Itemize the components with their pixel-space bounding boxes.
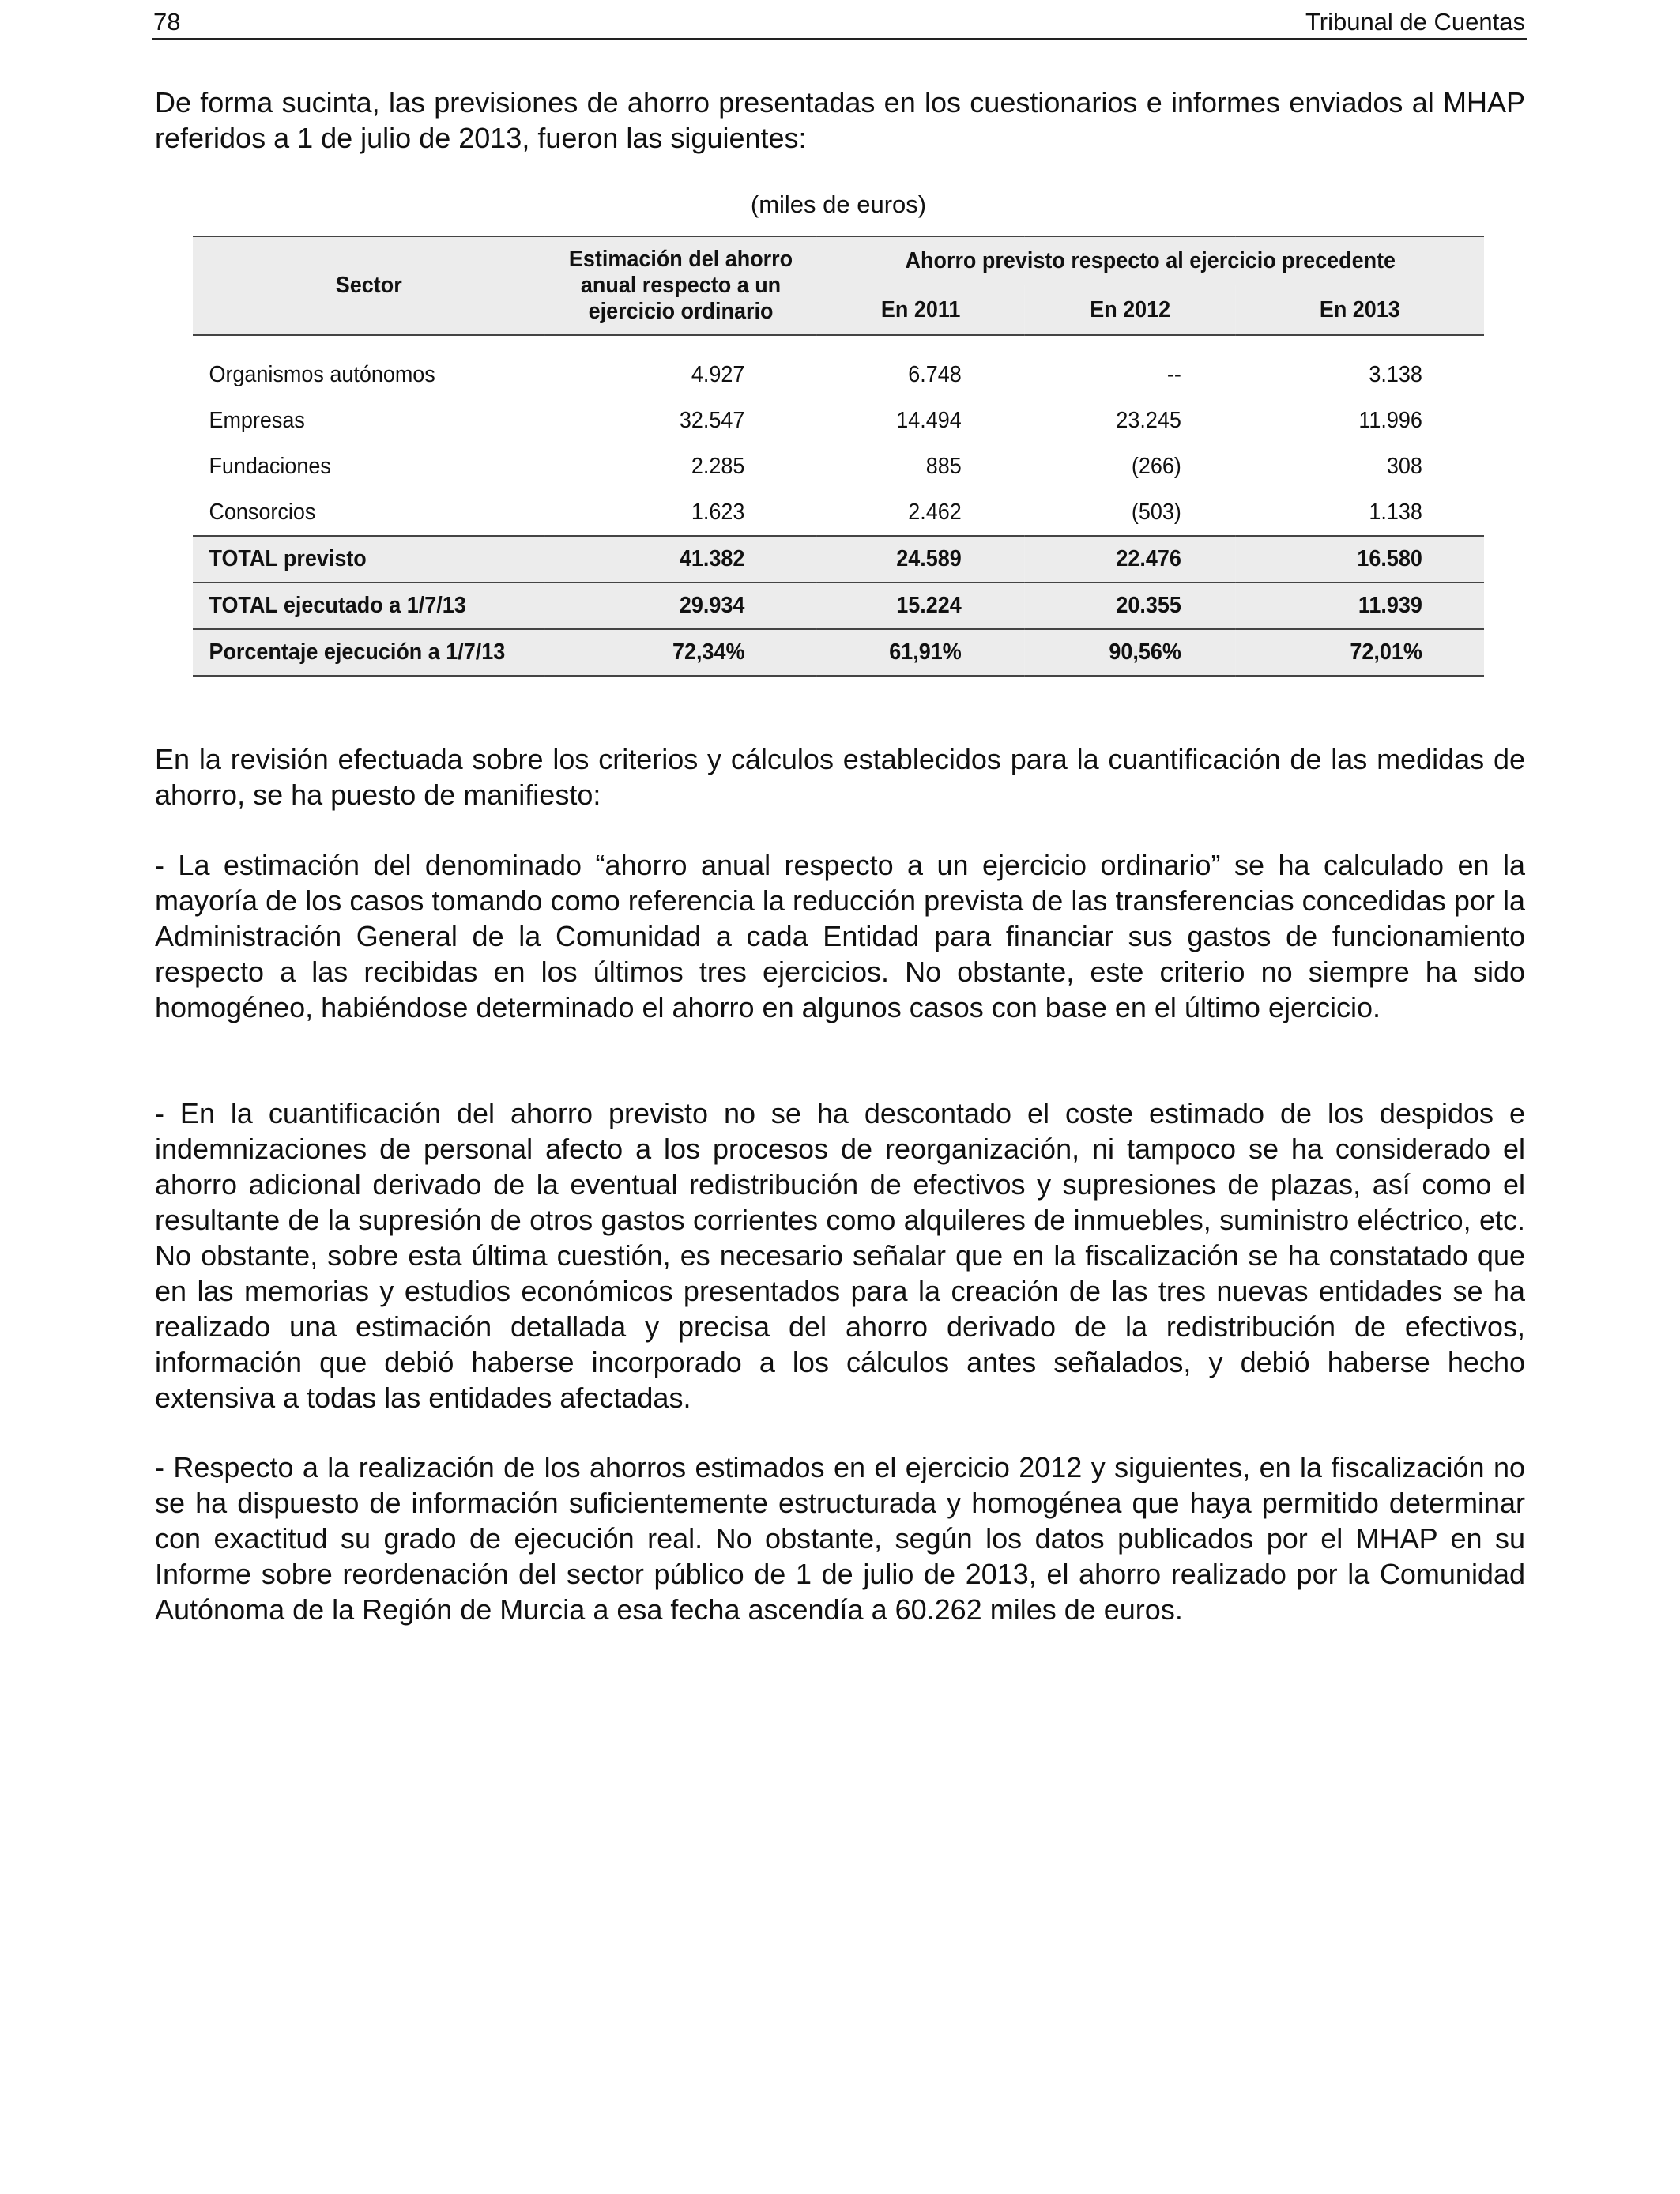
bullet-paragraph-realizacion: - Respecto a la realización de los ahorros estimados en el ejercicio 2012 y siguientes, en la fiscalización no se ha dispuesto de información suficientemente estructurada y homogénea que haya permitido determinar con exactitud su grado de ejecución real. No obstante, según los datos publicados por el MHAP en su Informe sobre reordenación del sector público de 1 de julio de 2013, el ahorro realizado por la Comunidad Autónoma de la Región de Murcia a esa fecha ascendía a 60.262 miles de euros. [155,1451,1525,1626]
row-estimacion: 29.934 [544,582,816,629]
row-estimacion: 1.623 [691,499,745,525]
row-sector: TOTAL previsto [193,536,544,582]
table-row [193,335,1484,398]
row-2012: (266) [1131,453,1181,479]
row-2012: 22.476 [1025,536,1236,582]
row-estimacion: 2.285 [691,453,745,479]
row-sector: Porcentaje ejecución a 1/7/13 [193,629,544,676]
page-header [152,6,1527,40]
row-sector: Consorcios [209,499,316,525]
header-sector: Sector [193,236,544,335]
row-estimacion: 72,34% [544,629,816,676]
row-2012: 20.355 [1025,582,1236,629]
header-2011: En 2011 [817,285,1025,336]
table-row [193,398,1484,443]
row-2013: 16.580 [1236,536,1484,582]
row-sector: Fundaciones [209,453,331,479]
header-estimacion: Estimación del ahorro anual respecto a un ejercicio ordinario [544,236,816,335]
bullet-paragraph-estimacion: - La estimación del denominado “ahorro anual respecto a un ejercicio ordinario” se ha calculado en la mayoría de los casos tomando como referencia la reducción prevista de las transferencias concedidas por la Administración General de la Comunidad a cada Entidad para financiar sus gastos de funcionamiento respecto a las recibidas en los últimos tres ejercicios. No obstante, este criterio no siempre ha sido homogéneo, habiéndose determinado el ahorro en algunos casos con base en el último ejercicio. [155,849,1525,1023]
running-title: Tribunal de Cuentas [1305,8,1525,36]
row-sector: TOTAL ejecutado a 1/7/13 [193,582,544,629]
row-2011: 6.748 [908,361,962,387]
row-2013: 308 [1386,453,1422,479]
row-estimacion: 41.382 [544,536,816,582]
row-2011: 24.589 [817,536,1025,582]
row-sector: Empresas [209,407,305,433]
table-row [193,489,1484,536]
page-number: 78 [153,8,181,36]
row-estimacion: 4.927 [691,361,745,387]
row-2013: 1.138 [1369,499,1422,525]
table-row [193,443,1484,489]
bullet-paragraph-cuantificacion: - En la cuantificación del ahorro previsto no se ha descontado el coste estimado de los despidos e indemnizaciones de personal afecto a los procesos de reorganización, ni tampoco se ha considerado el ahorro adicional derivado de la eventual redistribución de efectivos y supresiones de plazas, así como el resultante de la supresión de otros gastos corrientes como alquileres de inmuebles, suministro eléctrico, etc. No obstante, sobre esta última cuestión, es necesario señalar que en la fiscalización se ha constatado que en las memorias y estudios económicos presentados para la creación de las tres nuevas entidades se ha realizado una estimación detallada y precisa del ahorro derivado de la redistribución de efectivos, información que debió haberse incorporado a los cálculos antes señalados, y debió haberse hecho extensiva a todas las entidades afectadas. [155,1097,1525,1414]
row-2013: 11.996 [1358,407,1422,433]
row-2011: 2.462 [908,499,962,525]
row-2013: 3.138 [1369,361,1422,387]
row-2011: 15.224 [817,582,1025,629]
row-2012: (503) [1131,499,1181,525]
row-2012: 23.245 [1116,407,1181,433]
row-estimacion: 32.547 [679,407,745,433]
savings-table [193,236,1484,677]
row-2012: 90,56% [1025,629,1236,676]
intro-paragraph: De forma sucinta, las previsiones de ahorro presentadas en los cuestionarios e informes enviados al MHAP referidos a 1 de julio de 2013, fueron las siguientes: [155,86,1525,154]
revision-paragraph: En la revisión efectuada sobre los criterios y cálculos establecidos para la cuantificación de las medidas de ahorro, se ha puesto de manifiesto: [155,743,1525,811]
porcentaje-ejecucion-row [193,629,1484,676]
row-sector: Organismos autónomos [209,361,435,387]
row-2011: 14.494 [896,407,962,433]
row-2013: 72,01% [1236,629,1484,676]
row-2012: -- [1166,361,1181,387]
total-previsto-row [193,536,1484,582]
header-2013: En 2013 [1236,285,1484,336]
header-group-ahorro-previsto: Ahorro previsto respecto al ejercicio precedente [817,236,1484,285]
row-2011: 61,91% [817,629,1025,676]
header-2012: En 2012 [1025,285,1236,336]
total-ejecutado-row [193,582,1484,629]
table-units-caption: (miles de euros) [750,190,927,218]
row-2013: 11.939 [1236,582,1484,629]
row-2011: 885 [925,453,962,479]
